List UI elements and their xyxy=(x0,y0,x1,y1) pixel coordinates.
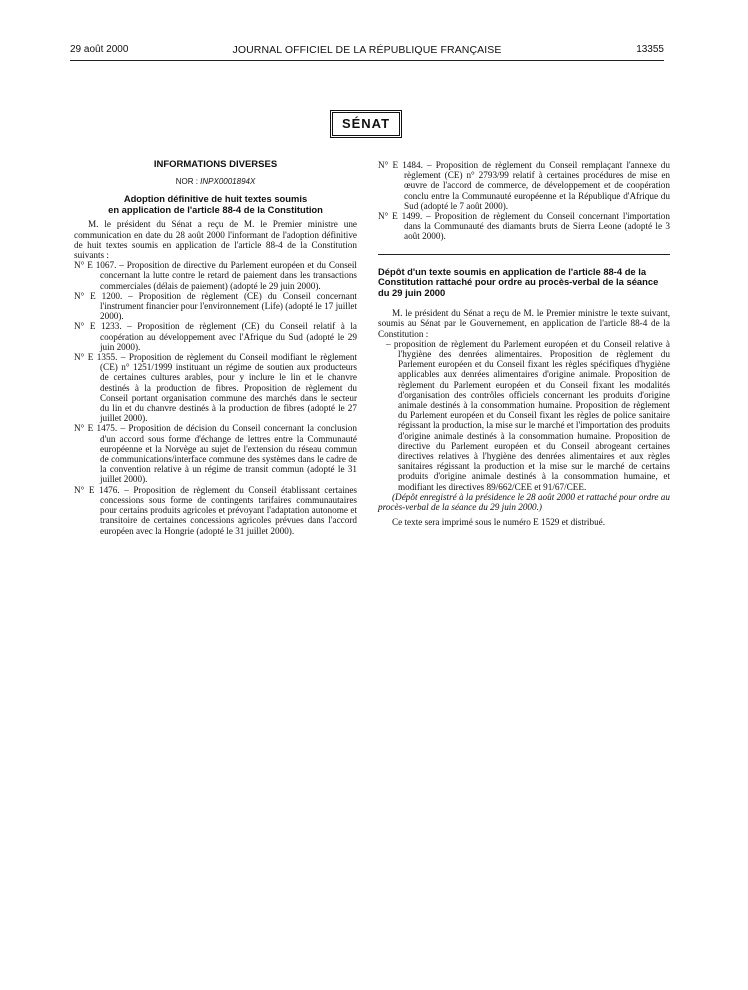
header-rule xyxy=(70,60,664,61)
nor-code: INPX0001894X xyxy=(200,177,256,187)
list-item: N° E 1200. – Proposition de règlement (CE) du Conseil concernant l'instrument financier pour l'environnement (Life) (adopté le 17 juillet 2000). xyxy=(74,290,357,322)
list-item: N° E 1499. – Proposition de règlement du Conseil concernant l'importation dans la Communauté des diamants bruts de Sierra Leone (adopté le 3 août 2000). xyxy=(378,211,670,242)
nor-reference xyxy=(74,177,357,187)
nor-label: NOR : xyxy=(175,177,198,187)
header-date: 29 août 2000 xyxy=(70,44,129,55)
list-item: N° E 1476. – Proposition de règlement du Conseil établissant certaines concessions sous forme de contingents tarifaires communautaires pour certains produits agricoles et prévoyant l'adaptation autonome et transitoire de certaines concessions agricoles prévues dans l'accord européen avec la Hongrie (adopté le 31 juillet 2000). xyxy=(74,484,357,536)
right-column xyxy=(378,160,670,527)
list-item: N° E 1475. – Proposition de décision du Conseil concernant la conclusion d'un accord sous forme d'échange de lettres entre la Communauté européenne et la Norvège au sujet de l'extension du réseau commun de communications/interface commune des systèmes dans le cadre de la convention relative à un régime de transit commun (adopté le 31 juillet 2000). xyxy=(74,423,357,485)
section-heading: INFORMATIONS DIVERSES xyxy=(153,159,278,170)
intro-paragraph: M. le président du Sénat a reçu de M. le Premier ministre une communication en date du 28 août 2000 l'informant de l'adoption définitive de huit textes soumis en application de l'article 88-4 de la Constitution suivants : xyxy=(74,219,357,261)
deposit-note: (Dépôt enregistré à la présidence le 28 août 2000 et rattaché pour ordre au procès-verbal de la séance du 29 juin 2000.) xyxy=(378,491,670,512)
page-header xyxy=(70,44,664,58)
deposit-section-title: Dépôt d'un texte soumis en application de l'article 88-4 de la Constitution rattaché pour ordre au procès-verbal de la séance du 29 juin 2000 xyxy=(378,265,659,298)
journal-title: JOURNAL OFFICIEL DE LA RÉPUBLIQUE FRANÇAISE xyxy=(232,44,502,56)
list-item: N° E 1484. – Proposition de règlement du Conseil remplaçant l'annexe du règlement (CE) n° 2793/99 relatif à certaines procédures de mise en œuvre de l'accord de commerce, de développement et de coopération conclu entre la Communauté européenne et la République d'Afrique du Sud (adopté le 7 août 2000). xyxy=(378,160,670,211)
closing-paragraph: Ce texte sera imprimé sous le numéro E 1529 et distribué. xyxy=(392,517,606,528)
deposit-intro: M. le président du Sénat a reçu de M. le Premier ministre le texte suivant, soumis au Sénat par le Gouvernement, en application de l'article 88-4 de la Constitution : xyxy=(378,308,670,339)
article-subtitle xyxy=(74,194,357,215)
list-item: N° E 1067. – Proposition de directive du Parlement européen et du Conseil concernant la lutte contre le retard de paiement dans les transactions commerciales (délais de paiement) (adopté le 29 juin 2000). xyxy=(74,260,357,291)
subtitle-line-2: en application de l'article 88-4 de la Constitution xyxy=(108,203,323,215)
page-number: 13355 xyxy=(636,44,664,55)
section-divider xyxy=(378,254,670,255)
list-item: N° E 1233. – Proposition de règlement (CE) du Conseil relatif à la coopération au développement avec l'Afrique du Sud (adopté le 29 juin 2000). xyxy=(74,321,357,352)
proposal-item: – proposition de règlement du Parlement européen et du Conseil relative à l'hygiène des denrées alimentaires. Proposition de règlement du Parlement européen et du Conseil fixant les règles spécifiques d'hygiène applicables aux denrées alimentaires d'origine animale. Proposition de règlement du Parlement européen et du Conseil fixant les modalités d'organisation des contrôles officiels concernant les produits d'origine animale destinés à la consommation humaine. Proposition de règlement du Parlement européen et du Conseil fixant les règles de police sanitaire régissant la production, la mise sur le marché et l'importation des produits d'origine animale destinés à la consommation humaine. Proposition de directive du Parlement européen et du Conseil abrogeant certaines directives relatives à l'hygiène des denrées alimentaires et aux règles sanitaires régissant la production et la mise sur le marché de certains produits d'origine animale destinés à la consommation humaine, et modifiant les directives 89/662/CEE et 91/67/CEE. xyxy=(386,338,670,492)
subtitle-line-1: Adoption définitive de huit textes soumis xyxy=(123,193,308,205)
left-column xyxy=(74,160,357,536)
list-item: N° E 1355. – Proposition de règlement du Conseil modifiant le règlement (CE) n° 1251/1999 instituant un régime de soutien aux producteurs de certaines cultures arables, pour y inclure le lin et le chanvre destinés à la production de fibres. Proposition de règlement du Conseil portant organisation commune des marchés dans le secteur du lin et du chanvre destinés à la production de fibres (adopté le 27 juillet 2000). xyxy=(74,352,357,424)
senat-label: SÉNAT xyxy=(332,112,400,136)
